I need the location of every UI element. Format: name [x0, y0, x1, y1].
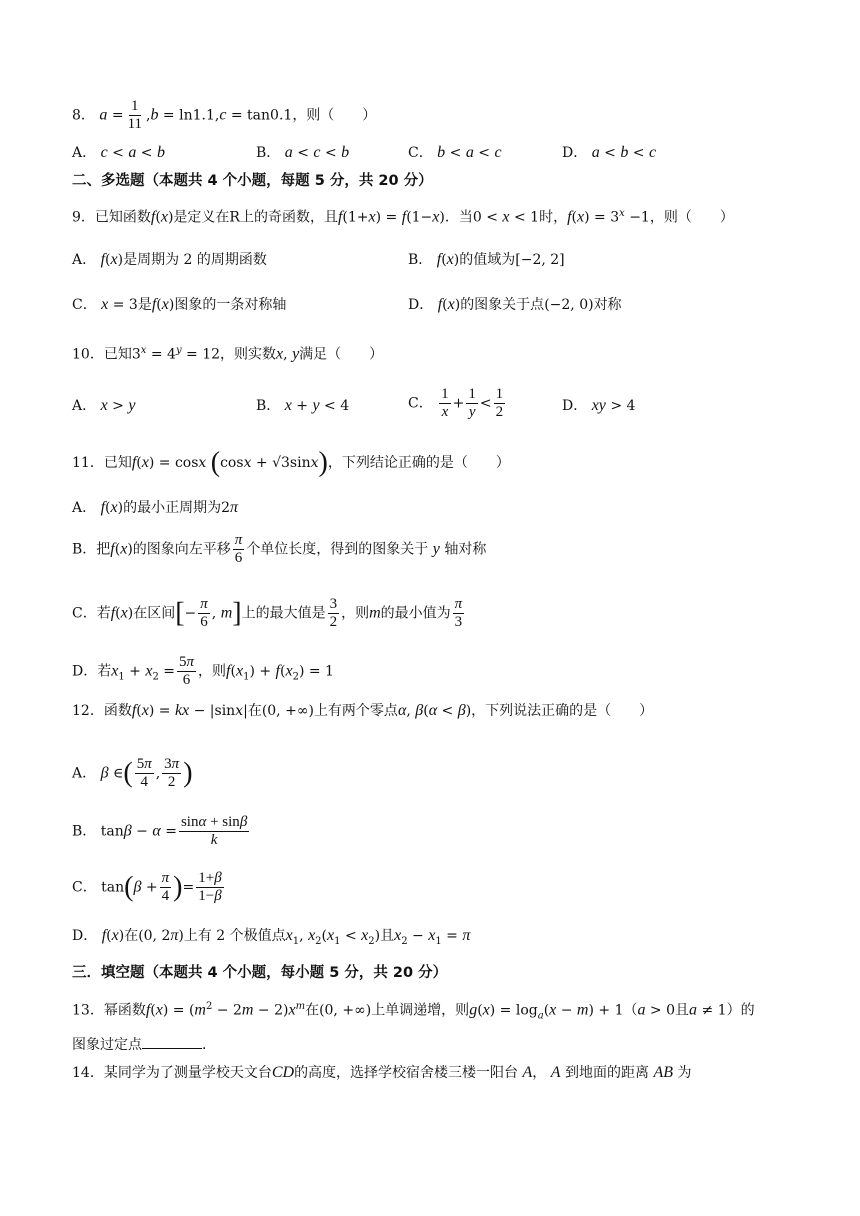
q11-stem: 11．已知f(x) = cosx (cosx + √3sinx)，下列结论正确的是（ ） — [72, 447, 510, 478]
q12-option-d[interactable]: D． f(x)在(0, 2π)上有 2 个极值点$x_1$, $x_2(x_1 < x_2)$且$x_2 - x_1 = \pi$ — [72, 927, 471, 947]
q9-stem: 9．已知函数f(x)是定义在R上的奇函数，且f(1+x) = f(1−x)．当0 < x < 1时，$f(x) = 3^x -1$，则（ ） — [72, 208, 734, 226]
q9-option-d[interactable]: D． f(x)的图象关于点(−2, 0)对称 — [408, 296, 622, 313]
q12-option-c[interactable]: C． tan(β + $\frac{\pi}{4}$ )= $\frac{1+\beta}{1-\beta}$ — [72, 870, 222, 904]
q8-option-a[interactable]: A． c < a < b — [72, 144, 165, 161]
q12-option-a[interactable]: A． β ∈( $\frac{5\pi}{4}$ , $\frac{3\pi}{2}$ ) — [72, 756, 193, 790]
q10-option-a[interactable]: A． x > y — [72, 397, 136, 414]
q8-stem: 8． a = $\frac{1}{11}$ ,b = ln1.1,c = tan0.1，则（ ） — [72, 98, 377, 132]
q11-option-b[interactable]: B．把f(x)的图象向左平移 $\frac{\pi}{6}$ 个单位长度，得到的图象关于 y 轴对称 — [72, 532, 487, 566]
q10-option-d[interactable]: D． xy > 4 — [562, 397, 636, 414]
q13-stem: 13．幂函数$f(x) = (m^2 - 2m - 2)x^m$在(0, +∞)上单调递增，则$g(x) = \log_a(x - m) + 1(a > 0$且a ≠ 1）的 — [72, 1001, 755, 1022]
q14-stem: 14．某同学为了测量学校天文台CD的高度，选择学校宿舍楼三楼一阳台 A， A 到地面的距离 AB 为 — [72, 1064, 692, 1081]
q12-stem: 12．函数f(x) = kx − |sinx|在(0, +∞)上有两个零点α, β(α < β)，下列说法正确的是（ ） — [72, 702, 654, 719]
q10-option-b[interactable]: B． x + y < 4 — [256, 397, 350, 414]
q10-stem: 10．已知$3^x = 4^y = 12$，则实数x, y满足（ ） — [72, 345, 384, 363]
q11-option-c[interactable]: C．若f(x)在区间[− $\frac{\pi}{6}$ , m]上的最大值是 $\frac{3}{2}$ ，则m的最小值为 $\frac{\pi}{3}$ — [72, 596, 463, 630]
q11-option-d[interactable]: D．若$x_1 + x_2$ = $\frac{5\pi}{6}$ ，则$f(x_1) + f(x_2) = 1$ — [72, 654, 334, 688]
q11-option-a[interactable]: A． f(x)的最小正周期为2π — [72, 499, 239, 516]
q9-option-b[interactable]: B． f(x)的值域为[−2, 2] — [408, 251, 565, 268]
q12-option-b[interactable]: B． tanβ − α = $\frac{\sin\alpha + \sin\beta}{k}$ — [72, 814, 248, 848]
q9-option-a[interactable]: A． f(x)是周期为 2 的周期函数 — [72, 251, 267, 268]
section-heading-multiple-choice: 二、多选题（本题共 4 个小题，每题 5 分，共 20 分） — [72, 173, 433, 189]
q8-option-c[interactable]: C． b < a < c — [408, 144, 502, 161]
q8-option-b[interactable]: B． a < c < b — [256, 144, 350, 161]
q10-option-c[interactable]: C． $\frac{1}{x}$ + $\frac{1}{y}$ < $\frac{1}{2}$ — [408, 386, 504, 420]
q9-option-c[interactable]: C． x = 3是f(x)图象的一条对称轴 — [72, 296, 287, 313]
q8-option-d[interactable]: D． a < b < c — [562, 144, 657, 161]
section-heading-fill-in: 三．填空题（本题共 4 个小题，每小题 5 分，共 20 分） — [72, 965, 448, 981]
q13-answer-blank[interactable] — [142, 1048, 202, 1049]
q13-stem-cont: 图象过定点 ． — [72, 1037, 216, 1053]
